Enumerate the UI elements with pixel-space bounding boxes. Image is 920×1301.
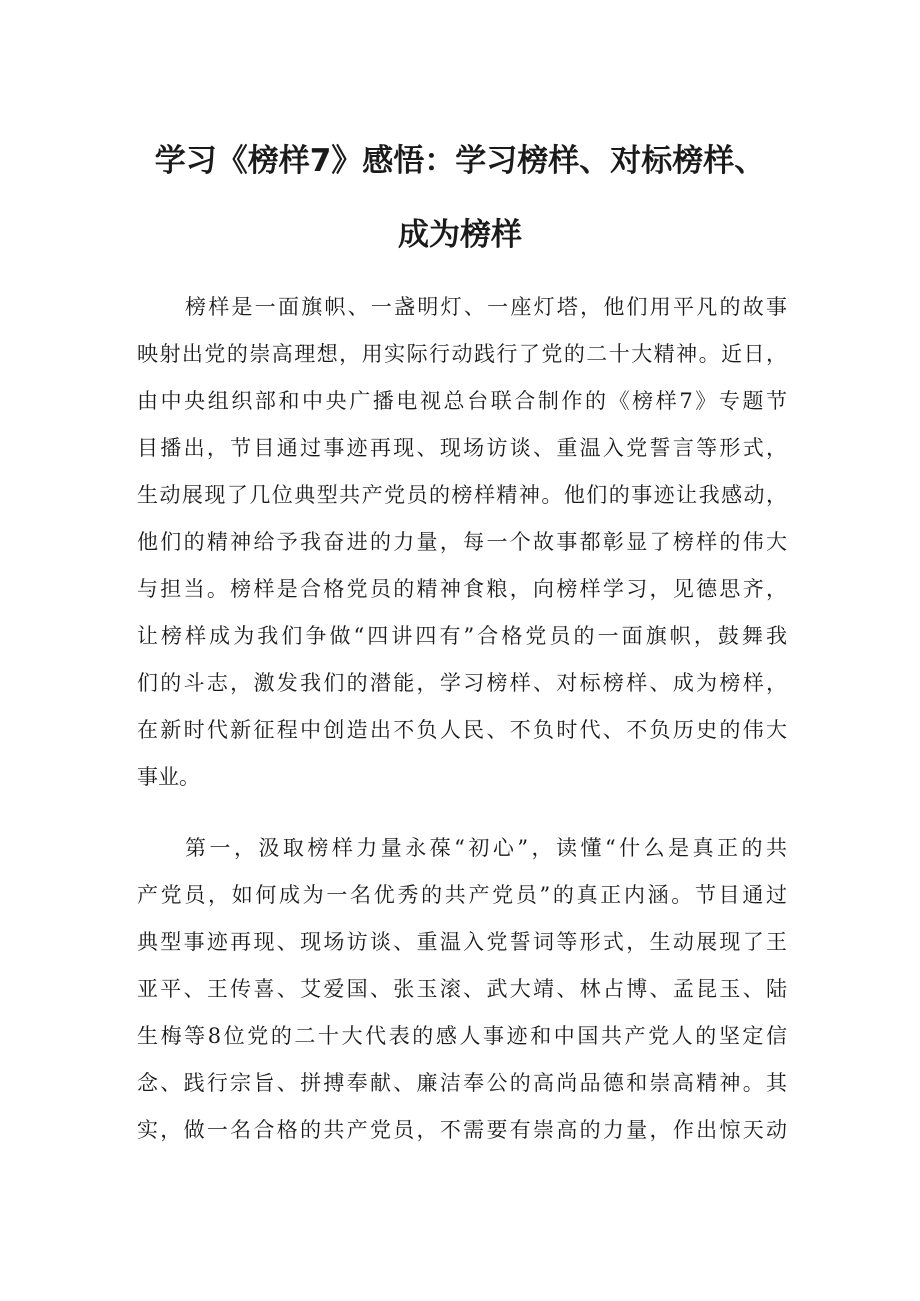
paragraph-1-line: 在新时代新征程中创造出不负人民、不负时代、不负历史的伟大 <box>137 718 787 742</box>
paragraph-2-line: 念、践行宗旨、拼搏奉献、廉洁奉公的高尚品德和崇高精神。其 <box>137 1071 787 1095</box>
paragraph-2-line: 第一，汲取榜样力量永葆“初心”，读懂“什么是真正的共 <box>185 836 787 860</box>
paragraph-1-line: 由中央组织部和中央广播电视总台联合制作的《榜样7》专题节 <box>137 389 787 413</box>
paragraph-1-line: 映射出党的崇高理想，用实际行动践行了党的二十大精神。近日， <box>137 342 787 366</box>
paragraph-1-line: 生动展现了几位典型共产党员的榜样精神。他们的事迹让我感动， <box>137 483 787 507</box>
document-title-line-1: 学习《榜样7》感悟：学习榜样、对标榜样、 <box>154 143 766 179</box>
paragraph-1-line: 与担当。榜样是合格党员的精神食粮，向榜样学习，见德思齐， <box>137 577 787 601</box>
paragraph-2-line: 生梅等8位党的二十大代表的感人事迹和中国共产党人的坚定信 <box>137 1024 787 1048</box>
paragraph-2-line: 典型事迹再现、现场访谈、重温入党誓词等形式，生动展现了王 <box>137 930 787 954</box>
paragraph-2-line: 实，做一名合格的共产党员，不需要有崇高的力量，作出惊天动 <box>137 1118 787 1142</box>
document-title-line-2: 成为榜样 <box>398 217 522 253</box>
paragraph-1-line: 让榜样成为我们争做“四讲四有”合格党员的一面旗帜，鼓舞我 <box>137 624 787 648</box>
paragraph-1-line: 们的斗志，激发我们的潜能，学习榜样、对标榜样、成为榜样， <box>137 671 787 695</box>
paragraph-1-line: 榜样是一面旗帜、一盏明灯、一座灯塔，他们用平凡的故事 <box>185 295 787 319</box>
paragraph-1-line: 他们的精神给予我奋进的力量，每一个故事都彰显了榜样的伟大 <box>137 530 787 554</box>
paragraph-1-line: 目播出，节目通过事迹再现、现场访谈、重温入党誓言等形式， <box>137 436 787 460</box>
paragraph-1-line: 事业。 <box>137 765 200 789</box>
paragraph-2-line: 产党员，如何成为一名优秀的共产党员”的真正内涵。节目通过 <box>137 883 787 907</box>
paragraph-2-line: 亚平、王传喜、艾爱国、张玉滚、武大靖、林占博、孟昆玉、陆 <box>137 977 787 1001</box>
